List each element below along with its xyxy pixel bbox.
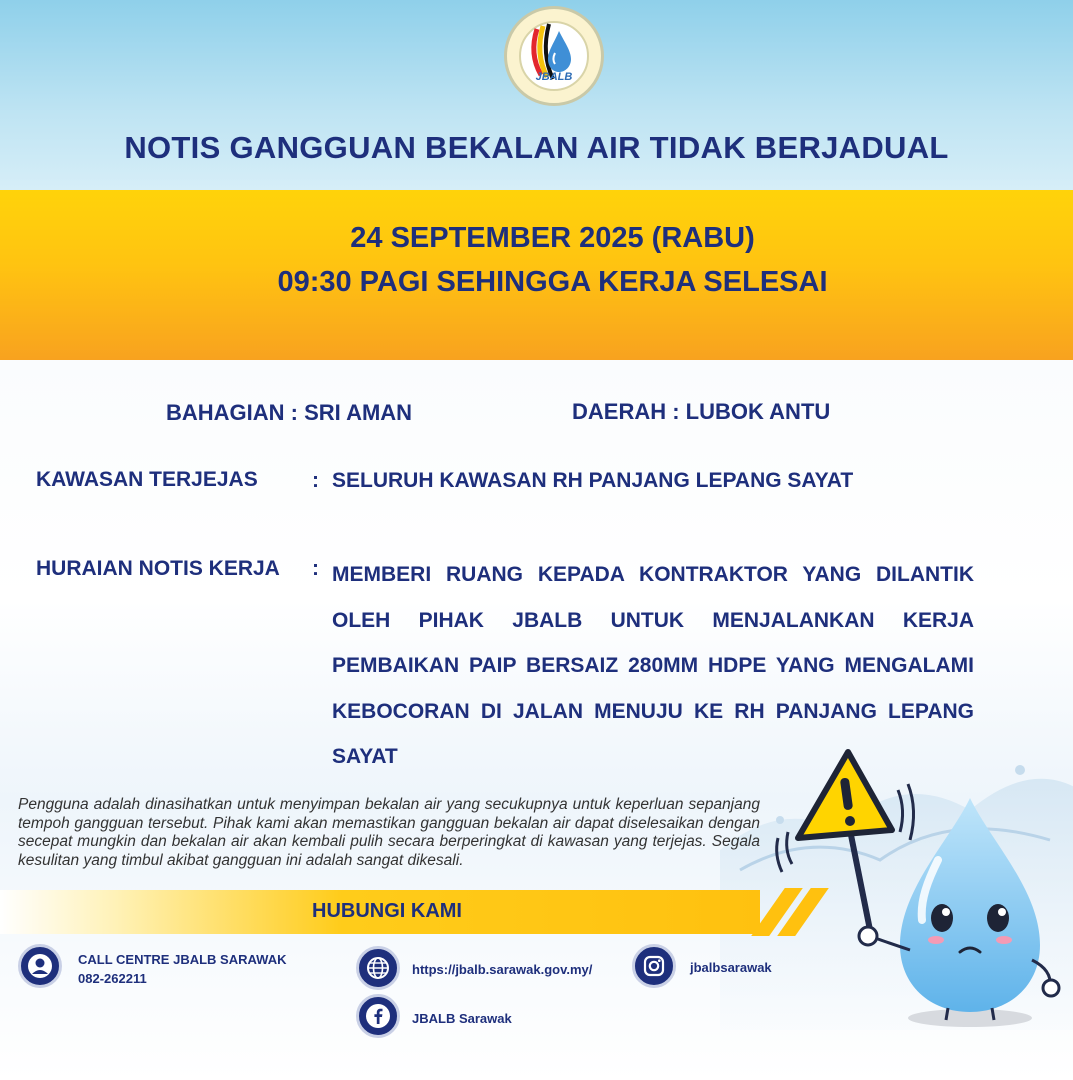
jbalb-logo	[504, 6, 604, 106]
warning-icon	[798, 752, 892, 838]
kawasan-value: SELURUH KAWASAN RH PANJANG LEPANG SAYAT	[332, 469, 854, 492]
logo-wordmark: JBALB	[535, 71, 573, 83]
huraian-colon: :	[312, 557, 319, 580]
bahagian-text: BAHAGIAN : SRI AMAN	[166, 400, 413, 425]
logo-emblem-icon	[507, 9, 601, 103]
kawasan-colon: :	[312, 469, 319, 492]
page-title: NOTIS GANGGUAN BEKALAN AIR TIDAK BERJADUAL	[124, 130, 949, 165]
huraian-value: MEMBERI RUANG KEPADA KONTRAKTOR YANG DILANTIK OLEH PIHAK JBALB UNTUK MENJALANKAN KERJA PEMBAIKAN PAIP BERSAIZ 280MM HDPE YANG MENGALAMI KEBOCORAN DI JALAN MENUJU KE RH PANJANG LEPANG SAYAT	[332, 563, 974, 768]
user-icon	[18, 944, 62, 988]
instagram-handle[interactable]: jbalbsarawak	[690, 960, 772, 975]
advice-paragraph: Pengguna adalah dinasihatkan untuk menyimpan bekalan air yang secukupnya untuk keperluan sepanjang tempoh gangguan tersebut. Pihak kami akan memastikan gangguan bekalan air dapat diselesaikan dengan secepat mungkin dan bekalan air akan kembali pulih secara berperingkat di kawasan yang terjejas. Segala kesulitan yang timbul akibat gangguan ini adalah sangat dikesali.	[18, 796, 760, 869]
website-link[interactable]: https://jbalb.sarawak.gov.my/	[412, 962, 593, 977]
globe-icon	[356, 946, 400, 990]
huraian-label: HURAIAN NOTIS KERJA	[36, 557, 280, 580]
time-line: 09:30 PAGI SEHINGGA KERJA SELESAI	[277, 266, 828, 298]
water-drop-mascot	[770, 740, 1070, 1080]
daerah-text: DAERAH : LUBOK ANTU	[572, 399, 831, 424]
contact-title: HUBUNGI KAMI	[312, 900, 462, 922]
facebook-icon	[356, 994, 400, 1038]
facebook-page[interactable]: JBALB Sarawak	[412, 1011, 512, 1026]
call-centre-number[interactable]: 082-262211	[78, 971, 147, 986]
date-line: 24 SEPTEMBER 2025 (RABU)	[350, 222, 755, 254]
kawasan-label: KAWASAN TERJEJAS	[36, 468, 258, 491]
call-centre-label: CALL CENTRE JBALB SARAWAK	[78, 952, 287, 967]
instagram-icon	[632, 944, 676, 988]
